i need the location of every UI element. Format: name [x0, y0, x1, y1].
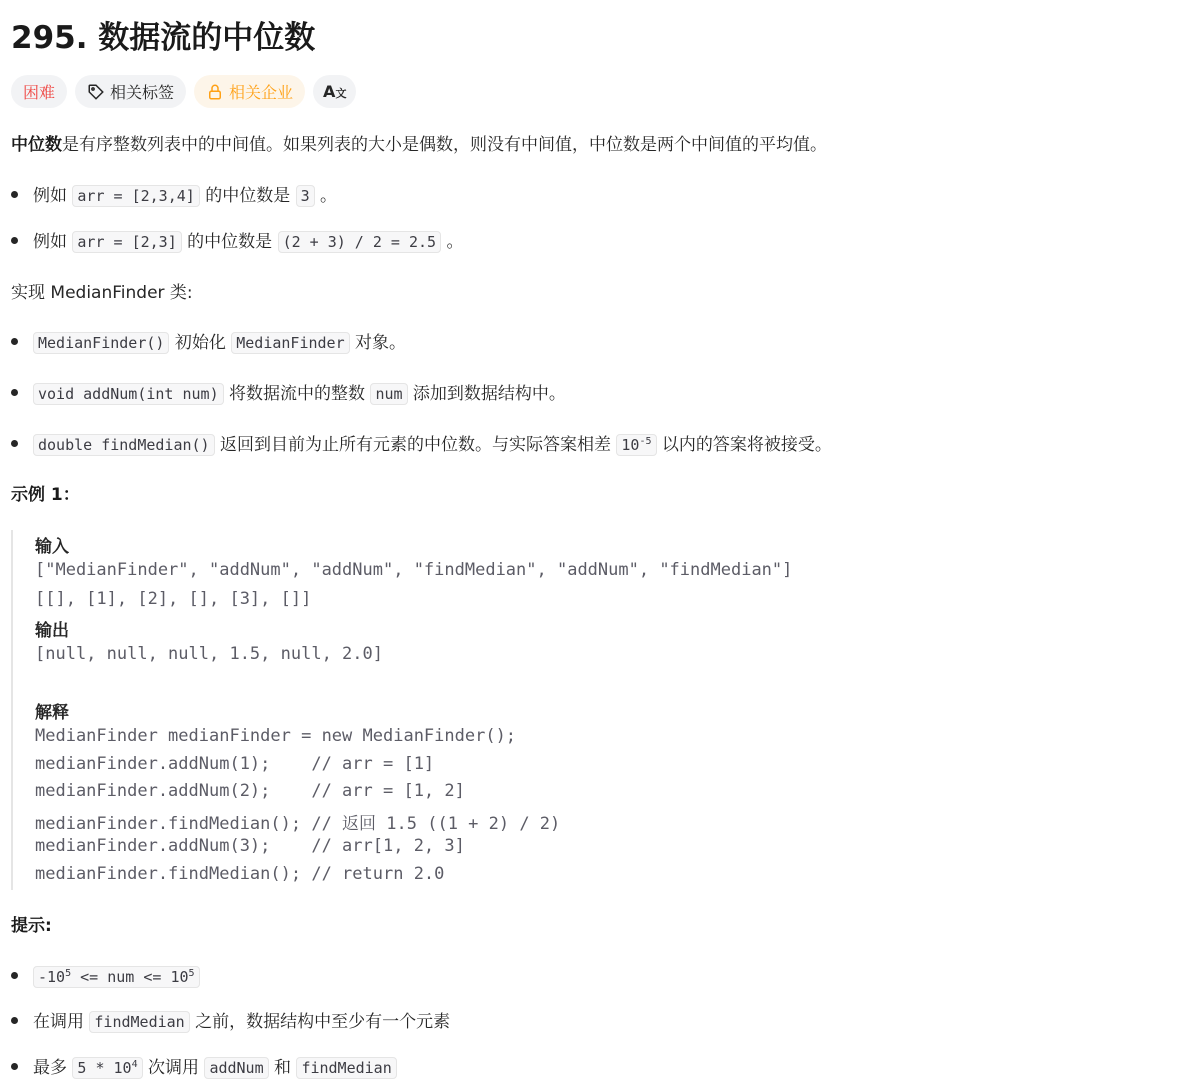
bullet-icon — [11, 440, 18, 447]
translate-icon: A文 — [323, 82, 347, 101]
output-line: [null, null, null, 1.5, null, 2.0] — [35, 644, 383, 664]
explain-line: medianFinder.addNum(2); // arr = [1, 2] — [35, 781, 465, 801]
list-item: void addNum(int num) 将数据流中的整数 num 添加到数据结构中。 — [11, 380, 566, 408]
related-tags-button[interactable] — [75, 75, 186, 108]
difficulty-label: 困难 — [23, 83, 56, 102]
output-label: 输出 — [35, 621, 69, 641]
problem-title: 295. 数据流的中位数 — [11, 20, 316, 56]
related-companies-button[interactable] — [194, 75, 305, 108]
bullet-icon — [11, 1017, 18, 1024]
tag-icon — [87, 83, 105, 101]
related-companies-label: 相关企业 — [229, 83, 294, 102]
list-item: $-10^5$ <= num <= $10^5$ — [11, 963, 200, 991]
explain-line: medianFinder.findMedian(); // return 2.0 — [35, 864, 445, 884]
input-line: [[], [1], [2], [], [3], []] — [35, 589, 312, 609]
example-block — [11, 530, 1173, 890]
explain-line: medianFinder.findMedian(); // 返回 1.5 ((1 + 2) / 2) — [35, 814, 561, 834]
explain-line: medianFinder.addNum(1); // arr = [1] — [35, 754, 435, 774]
input-line: ["MedianFinder", "addNum", "addNum", "findMedian", "addNum", "findMedian"] — [35, 560, 793, 580]
explain-line: medianFinder.addNum(3); // arr[1, 2, 3] — [35, 836, 465, 856]
related-tags-label: 相关标签 — [110, 83, 175, 102]
list-item: MedianFinder() 初始化 MedianFinder 对象。 — [11, 329, 406, 357]
lock-icon — [206, 83, 224, 101]
list-item: 在调用 findMedian 之前，数据结构中至少有一个元素 — [11, 1008, 450, 1036]
list-item: double findMedian() 返回到目前为止所有元素的中位数。与实际答案相差 $10^{-5}$ 以内的答案将被接受。 — [11, 431, 832, 459]
explain-label: 解释 — [35, 703, 69, 723]
explain-line: MedianFinder medianFinder = new MedianFinder(); — [35, 726, 517, 746]
input-label: 输入 — [35, 537, 69, 557]
intro-bold: 中位数 — [11, 135, 62, 155]
intro-text: 是有序整数列表中的中间值。如果列表的大小是偶数，则没有中间值，中位数是两个中间值的平均值。 — [62, 135, 827, 155]
bullet-icon — [11, 191, 18, 198]
bullet-icon — [11, 972, 18, 979]
hints-heading: 提示: — [11, 916, 52, 936]
intro-paragraph — [11, 132, 827, 158]
difficulty-badge — [11, 75, 67, 108]
list-item: 例如 arr = [2,3] 的中位数是 (2 + 3) / 2 = 2.5 。 — [11, 228, 464, 256]
impl-line: 实现 MedianFinder 类: — [11, 283, 193, 303]
translate-button[interactable] — [313, 75, 356, 108]
bullet-icon — [11, 389, 18, 396]
tag-row — [11, 75, 356, 108]
bullet-icon — [11, 1063, 18, 1070]
list-item: 最多 $5 * 10^4$ 次调用 addNum 和 findMedian — [11, 1054, 397, 1082]
bullet-icon — [11, 338, 18, 345]
list-item: 例如 arr = [2,3,4] 的中位数是 3 。 — [11, 182, 337, 210]
example-heading: 示例 1： — [11, 485, 80, 505]
bullet-icon — [11, 237, 18, 244]
